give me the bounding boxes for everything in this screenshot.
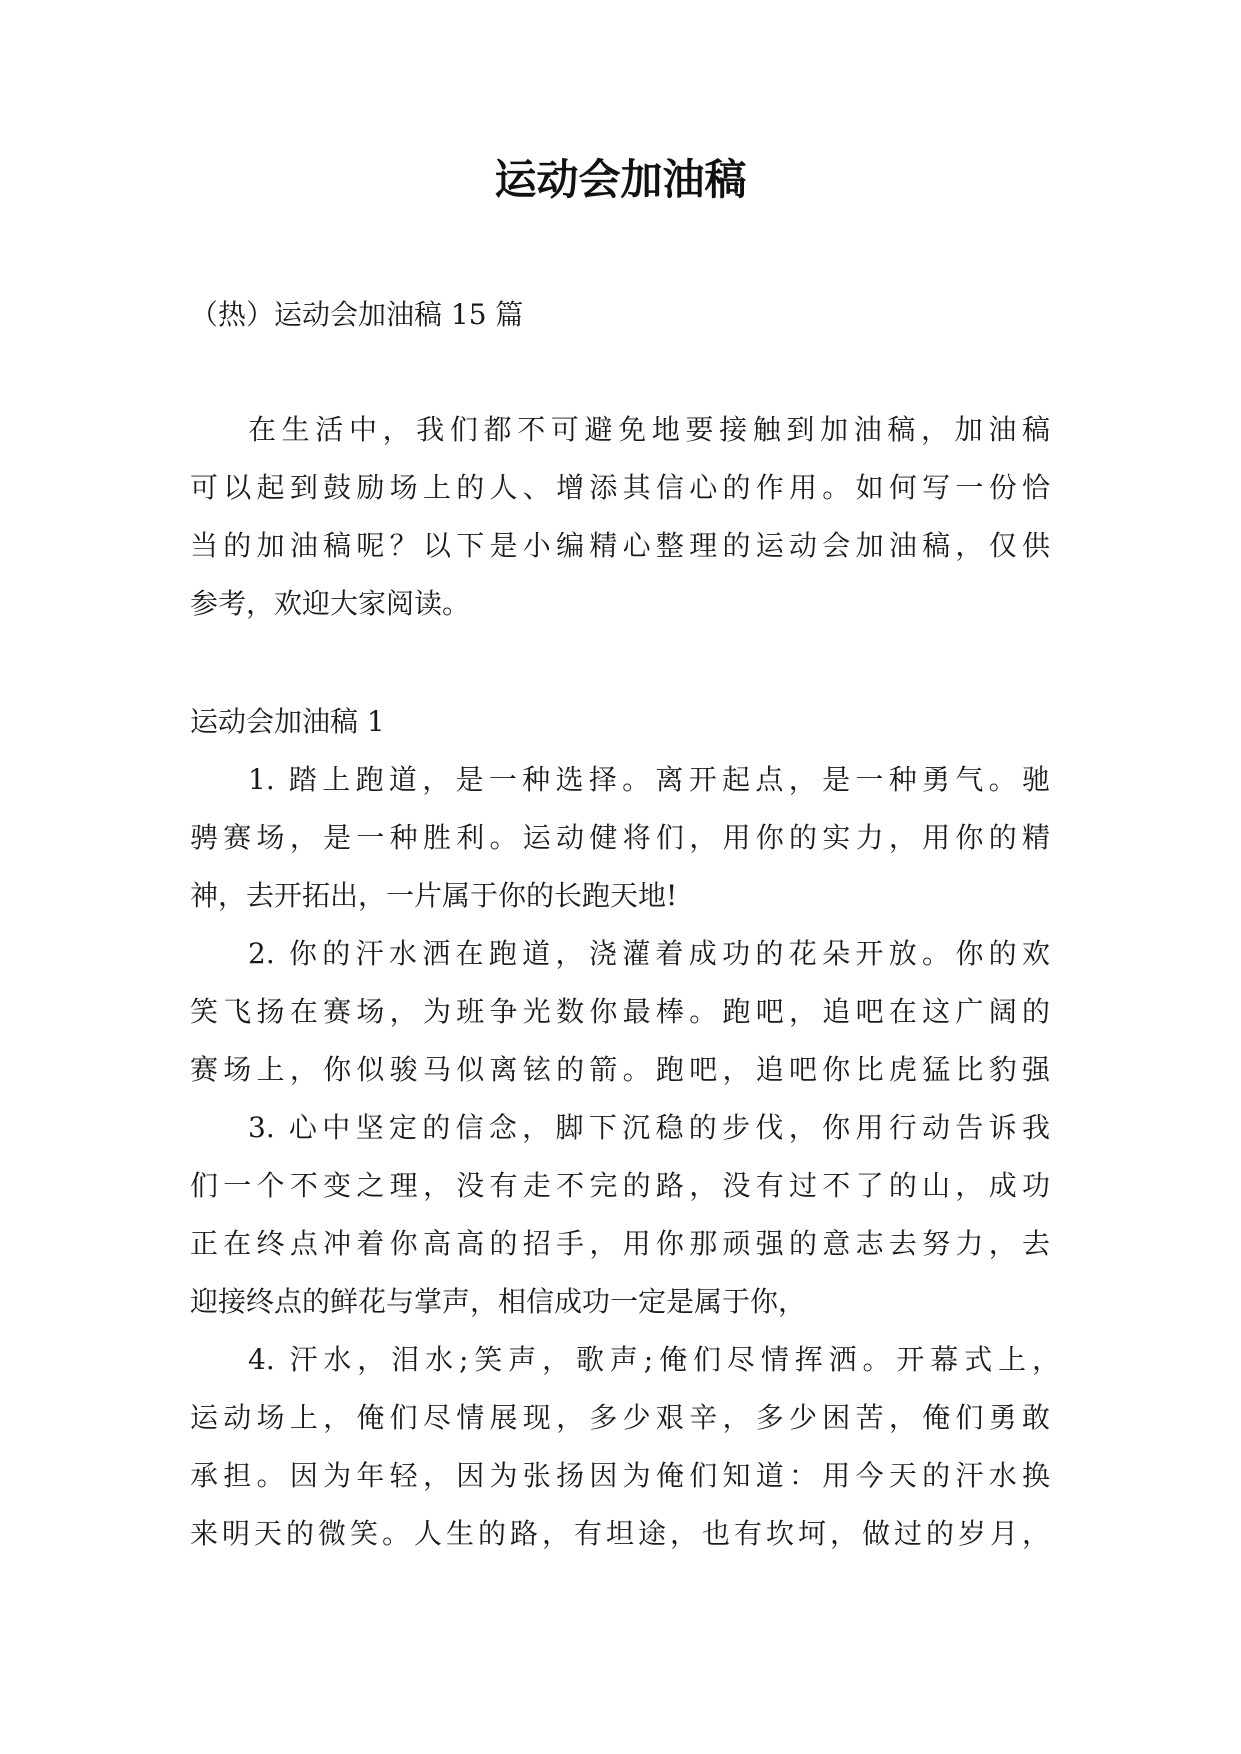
item-3-line: 迎接终点的鲜花与掌声，相信成功一定是属于你，	[190, 1285, 807, 1318]
item-3-line: 正在终点冲着你高高的招手，用你那顽强的意志去努力，去	[190, 1227, 1050, 1260]
intro-line: 参考，欢迎大家阅读。	[190, 587, 471, 620]
item-2-line: 赛场上，你似骏马似离铉的箭。跑吧，追吧你比虎猛比豹强	[190, 1053, 1050, 1086]
intro-line: 在生活中，我们都不可避免地要接触到加油稿，加油稿	[248, 413, 1050, 446]
section-heading: 运动会加油稿 1	[190, 705, 385, 738]
document-subtitle: （热）运动会加油稿 15 篇	[190, 298, 524, 331]
item-1-line: 神，去开拓出，一片属于你的长跑天地!	[190, 879, 678, 912]
document-title: 运动会加油稿	[494, 155, 747, 204]
item-2-line: 2. 你的汗水洒在跑道，浇灌着成功的花朵开放。你的欢	[248, 937, 1050, 970]
item-4-line: 承担。因为年轻，因为张扬因为俺们知道：用今天的汗水换	[190, 1459, 1050, 1492]
item-2-line: 笑飞扬在赛场，为班争光数你最棒。跑吧，追吧在这广阔的	[190, 995, 1050, 1028]
item-4-line: 4. 汗水，泪水;笑声，歌声;俺们尽情挥洒。开幕式上，	[248, 1343, 1060, 1376]
intro-line: 当的加油稿呢？以下是小编精心整理的运动会加油稿，仅供	[190, 529, 1050, 562]
item-4-line: 来明天的微笑。人生的路，有坦途，也有坎坷，做过的岁月，	[190, 1517, 1050, 1550]
item-3-line: 3. 心中坚定的信念，脚下沉稳的步伐，你用行动告诉我	[248, 1111, 1050, 1144]
item-1-line: 骋赛场，是一种胜利。运动健将们，用你的实力，用你的精	[190, 821, 1050, 854]
item-3-line: 们一个不变之理，没有走不完的路，没有过不了的山，成功	[190, 1169, 1050, 1202]
intro-line: 可以起到鼓励场上的人、增添其信心的作用。如何写一份恰	[190, 471, 1050, 504]
item-1-line: 1. 踏上跑道，是一种选择。离开起点，是一种勇气。驰	[248, 763, 1050, 796]
item-4-line: 运动场上，俺们尽情展现，多少艰辛，多少困苦，俺们勇敢	[190, 1401, 1050, 1434]
